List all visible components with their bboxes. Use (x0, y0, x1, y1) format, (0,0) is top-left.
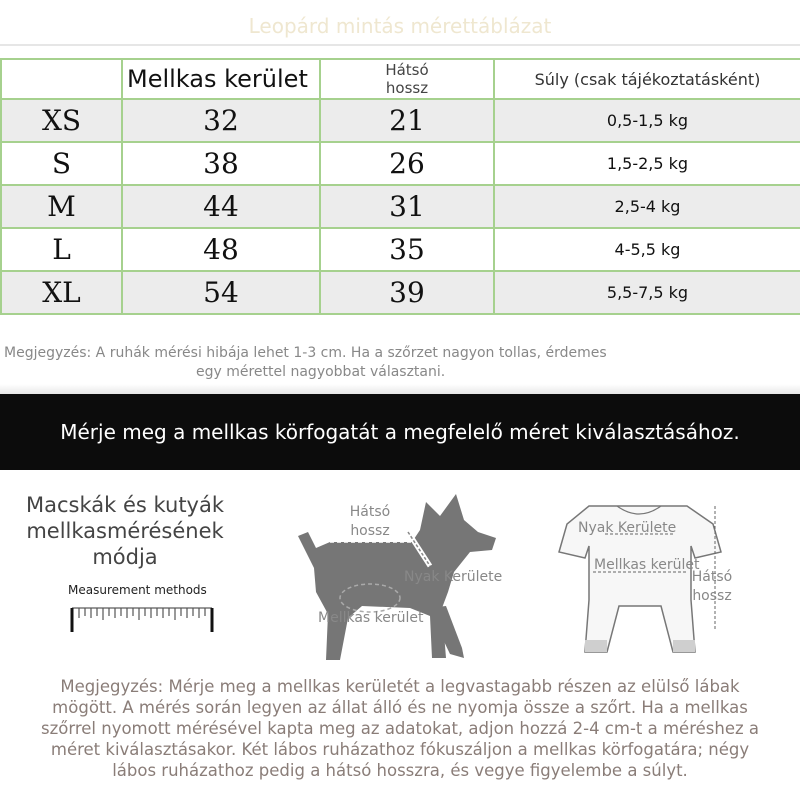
cell-size: XL (1, 271, 122, 314)
cell-back: 26 (320, 142, 494, 185)
cloth-back-line2: hossz (692, 588, 732, 604)
dog-back-length-label (340, 503, 400, 541)
method-title-line2: mellkasmérésének (26, 519, 224, 543)
header-weight: Súly (csak tájékoztatásként) (494, 59, 800, 99)
method-subtitle: Measurement methods (68, 583, 207, 597)
dog-back-line2: hossz (350, 523, 390, 539)
cell-chest: 54 (122, 271, 320, 314)
cell-back: 21 (320, 99, 494, 142)
method-title-line3: módja (92, 545, 158, 569)
instructions-line4: méret kiválasztásakor. Két lábos ruházathoz fókuszáljon a mellkas körfogatára; négy (50, 740, 750, 759)
cell-back: 31 (320, 185, 494, 228)
measurement-note-line1: Megjegyzés: A ruhák mérési hibája lehet 1-3 cm. Ha a szőrzet nagyon tollas, érdemes (4, 345, 607, 361)
ruler-icon (70, 604, 214, 632)
cell-chest: 32 (122, 99, 320, 142)
cloth-chest-label: Mellkas kerület (594, 557, 700, 573)
table-header-row (1, 59, 800, 99)
table-row (1, 228, 800, 271)
cell-weight: 0,5-1,5 kg (494, 99, 800, 142)
header-chest: Mellkas kerület (122, 59, 320, 99)
cell-back: 39 (320, 271, 494, 314)
method-title (10, 492, 240, 570)
cloth-back-length-label (686, 568, 738, 606)
cell-chest: 48 (122, 228, 320, 271)
cell-size: XS (1, 99, 122, 142)
section-fade (0, 384, 800, 394)
cell-size: M (1, 185, 122, 228)
size-table (0, 58, 800, 315)
dog-chest-label: Mellkas kerület (318, 610, 424, 626)
dog-neck-label: Nyak Kerülete (404, 569, 503, 585)
cell-back: 35 (320, 228, 494, 271)
cell-size: S (1, 142, 122, 185)
header-back-line1: Hátsó (385, 61, 429, 79)
cloth-neck-label: Nyak Kerülete (578, 520, 677, 536)
cloth-back-line1: Hátsó (691, 569, 733, 585)
measurement-instructions (18, 676, 782, 781)
title-divider (0, 44, 800, 46)
instruction-banner: Mérje meg a mellkas körfogatát a megfelelő méret kiválasztásához. (0, 394, 800, 470)
cell-chest: 44 (122, 185, 320, 228)
instructions-line5: lábos ruházathoz pedig a hátsó hosszra, és vegye figyelembe a súlyt. (112, 761, 688, 780)
table-row (1, 142, 800, 185)
table-row (1, 99, 800, 142)
cell-weight: 4-5,5 kg (494, 228, 800, 271)
page-title: Leopárd mintás mérettáblázat (248, 14, 552, 38)
cell-chest: 38 (122, 142, 320, 185)
measurement-note (4, 344, 704, 382)
header-size (1, 59, 122, 99)
instructions-line2: mögött. A mérés során legyen az állat álló és ne nyomja össze a szőrt. Ha a mellkas (52, 698, 748, 717)
table-row (1, 185, 800, 228)
header-back-length (320, 59, 494, 99)
header-back-line2: hossz (385, 79, 429, 97)
cell-weight: 1,5-2,5 kg (494, 142, 800, 185)
instructions-line3: szőrrel nyomott mérésével kapta meg az adatokat, adjon hozzá 2-4 cm-t a méréshez a (40, 719, 760, 738)
cell-weight: 2,5-4 kg (494, 185, 800, 228)
cell-size: L (1, 228, 122, 271)
table-row (1, 271, 800, 314)
measurement-note-line2: egy mérettel nagyobbat választani. (196, 364, 446, 380)
cell-weight: 5,5-7,5 kg (494, 271, 800, 314)
instructions-line1: Megjegyzés: Mérje meg a mellkas kerületét a legvastagabb részen az elülső lábak (60, 677, 740, 696)
method-title-line1: Macskák és kutyák (25, 493, 225, 517)
dog-back-line1: Hátsó (349, 504, 391, 520)
